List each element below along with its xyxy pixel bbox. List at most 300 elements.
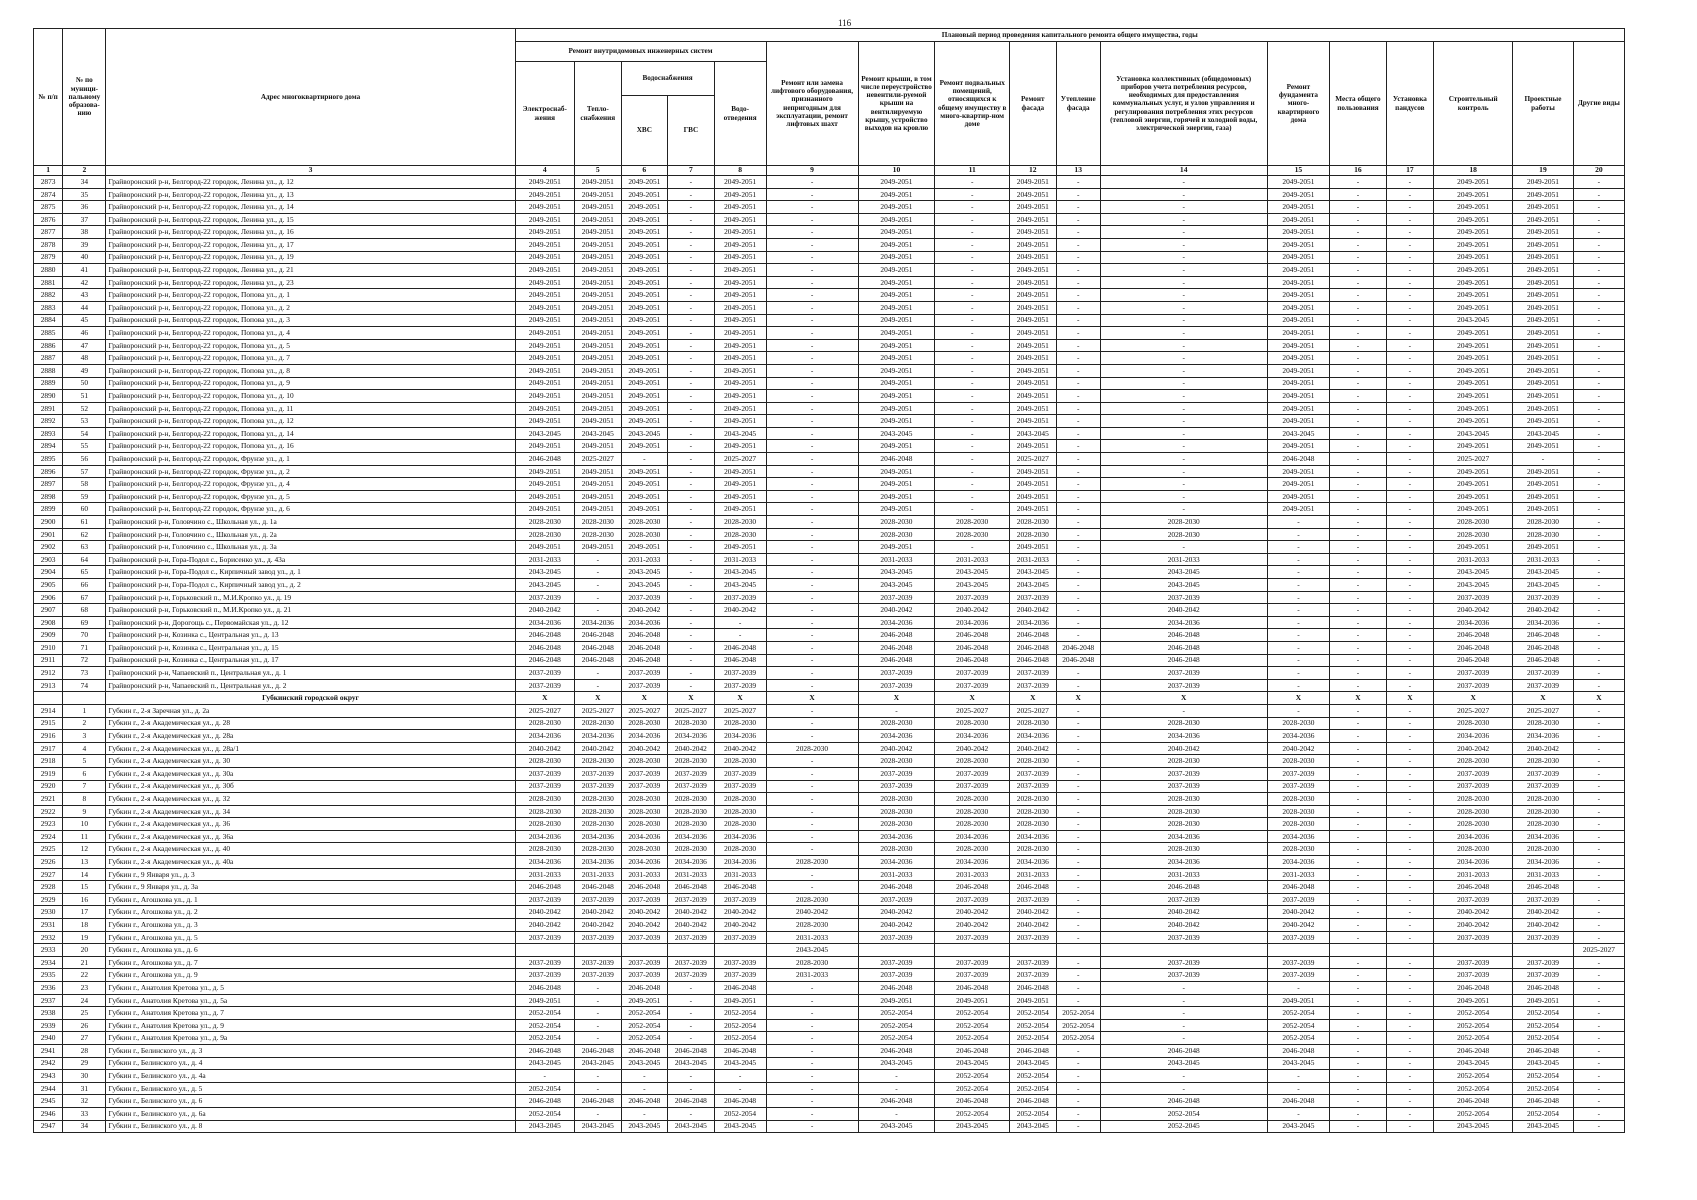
row-number-cell: 2902 — [34, 541, 63, 554]
period-cell: - — [1330, 566, 1386, 579]
period-cell: 2046-2048 — [1100, 881, 1267, 894]
period-cell: 2049-2051 — [858, 289, 935, 302]
period-cell: - — [1056, 616, 1100, 629]
period-cell: 2049-2051 — [515, 314, 575, 327]
table-row — [34, 1019, 1625, 1032]
period-cell: 2031-2033 — [1434, 553, 1513, 566]
period-cell: - — [766, 490, 858, 503]
period-cell: 2049-2051 — [1267, 503, 1330, 516]
period-cell: - — [1056, 868, 1100, 881]
address-cell: Грайворонский р-н, Белгород-22 городок, Фрунзе ул., д. 1 — [106, 453, 515, 466]
period-cell: 2037-2039 — [621, 679, 668, 692]
period-cell: - — [766, 881, 858, 894]
period-cell: - — [1386, 1095, 1434, 1108]
period-cell: - — [1056, 956, 1100, 969]
period-cell: 2049-2051 — [621, 301, 668, 314]
period-cell: 2052-2054 — [621, 1007, 668, 1020]
municipal-number-cell: 31 — [63, 1082, 106, 1095]
period-cell: - — [668, 604, 715, 617]
row-number-cell: 2919 — [34, 767, 63, 780]
period-cell: 2028-2030 — [575, 793, 622, 806]
period-cell: 2040-2042 — [1010, 742, 1057, 755]
period-cell: - — [1056, 1082, 1100, 1095]
period-cell: 2049-2051 — [1434, 213, 1513, 226]
municipal-number-cell: 26 — [63, 1019, 106, 1032]
period-cell: 2037-2039 — [858, 931, 935, 944]
period-cell: 2049-2051 — [1267, 465, 1330, 478]
period-cell: - — [668, 427, 715, 440]
period-cell: - — [1330, 327, 1386, 340]
period-cell: 2028-2030 — [766, 742, 858, 755]
period-cell: 2034-2036 — [1267, 730, 1330, 743]
period-cell: 2046-2048 — [668, 1044, 715, 1057]
address-cell: Грайворонский р-н, Белгород-22 городок, Попова ул., д. 2 — [106, 301, 515, 314]
period-cell: 2040-2042 — [1010, 919, 1057, 932]
municipal-number-cell: 39 — [63, 238, 106, 251]
period-cell: - — [575, 566, 622, 579]
period-cell: 2034-2036 — [1010, 856, 1057, 869]
table-row — [34, 566, 1625, 579]
period-cell: - — [766, 440, 858, 453]
address-cell: Грайворонский р-н, Белгород-22 городок, Попова ул., д. 4 — [106, 327, 515, 340]
period-cell: 2049-2051 — [1267, 276, 1330, 289]
period-cell: - — [1267, 1107, 1330, 1120]
address-cell: Грайворонский р-н, Белгород-22 городок, Ленина ул., д. 19 — [106, 251, 515, 264]
period-cell: 2052-2054 — [621, 1019, 668, 1032]
period-cell: 2043-2045 — [1434, 1120, 1513, 1133]
period-cell: 2037-2039 — [1010, 667, 1057, 680]
period-cell: 2034-2036 — [621, 730, 668, 743]
period-cell: - — [1330, 213, 1386, 226]
period-cell: 2049-2051 — [575, 377, 622, 390]
period-cell: 2049-2051 — [1513, 314, 1574, 327]
period-cell: - — [766, 1057, 858, 1070]
period-cell: - — [668, 1082, 715, 1095]
period-cell: 2040-2042 — [1267, 906, 1330, 919]
period-cell: - — [1100, 377, 1267, 390]
period-cell: 2037-2039 — [1100, 591, 1267, 604]
period-cell: 2037-2039 — [714, 931, 766, 944]
period-cell: - — [714, 616, 766, 629]
period-cell: 2040-2042 — [575, 906, 622, 919]
row-number-cell: 2892 — [34, 415, 63, 428]
period-cell: 2049-2051 — [1010, 327, 1057, 340]
period-cell: - — [1330, 843, 1386, 856]
period-cell: 2037-2039 — [858, 969, 935, 982]
period-cell: - — [766, 503, 858, 516]
period-cell: - — [1056, 856, 1100, 869]
period-cell: - — [1330, 1019, 1386, 1032]
period-cell: 2037-2039 — [1513, 667, 1574, 680]
column-number: 5 — [575, 166, 622, 176]
period-cell: 2028-2030 — [1010, 528, 1057, 541]
period-cell: - — [1100, 402, 1267, 415]
period-cell: 2043-2045 — [621, 579, 668, 592]
period-cell: - — [1386, 390, 1434, 403]
period-cell: - — [1386, 289, 1434, 302]
period-cell: 2028-2030 — [1513, 805, 1574, 818]
period-cell: - — [1573, 717, 1624, 730]
period-cell: 2052-2054 — [1010, 1107, 1057, 1120]
period-cell: 2034-2036 — [935, 730, 1010, 743]
column-number: 14 — [1100, 166, 1267, 176]
period-cell: - — [621, 1107, 668, 1120]
period-cell: 2046-2048 — [515, 1095, 575, 1108]
period-cell: 2037-2039 — [935, 780, 1010, 793]
period-cell: 2034-2036 — [714, 856, 766, 869]
municipal-number-cell: 13 — [63, 856, 106, 869]
address-cell: Губкин г., Белинского ул., д. 5 — [106, 1082, 515, 1095]
municipal-number-cell: 19 — [63, 931, 106, 944]
table-row — [34, 503, 1625, 516]
period-cell: - — [1267, 516, 1330, 529]
period-cell: - — [1386, 780, 1434, 793]
period-cell: 2046-2048 — [858, 654, 935, 667]
address-cell: Губкин г., 9 Января ул., д. 3а — [106, 881, 515, 894]
period-cell: 2034-2036 — [1267, 830, 1330, 843]
period-cell: - — [1100, 339, 1267, 352]
period-cell: 2046-2048 — [1100, 1044, 1267, 1057]
period-cell: - — [766, 352, 858, 365]
period-cell: - — [1330, 289, 1386, 302]
period-cell: 2046-2048 — [1513, 1095, 1574, 1108]
period-cell: - — [1100, 415, 1267, 428]
address-cell: Грайворонский р-н, Белгород-22 городок, Попова ул., д. 9 — [106, 377, 515, 390]
period-cell: - — [1330, 982, 1386, 995]
period-cell: 2028-2030 — [935, 805, 1010, 818]
period-cell: 2046-2048 — [621, 982, 668, 995]
period-cell: 2025-2027 — [515, 704, 575, 717]
period-cell: - — [1330, 830, 1386, 843]
period-cell: 2049-2051 — [575, 541, 622, 554]
table-row — [34, 654, 1625, 667]
period-cell: 2037-2039 — [1010, 780, 1057, 793]
municipal-number-cell: 46 — [63, 327, 106, 340]
period-cell: 2049-2051 — [1434, 402, 1513, 415]
period-cell: - — [1573, 301, 1624, 314]
period-cell: 2034-2036 — [1434, 856, 1513, 869]
municipal-number-cell: 6 — [63, 767, 106, 780]
period-cell: - — [1573, 931, 1624, 944]
period-cell: - — [1330, 717, 1386, 730]
municipal-number-cell: 66 — [63, 579, 106, 592]
period-cell: 2043-2045 — [935, 1120, 1010, 1133]
period-cell: 2049-2051 — [858, 490, 935, 503]
period-cell: 2049-2051 — [575, 364, 622, 377]
period-cell: 2037-2039 — [1267, 767, 1330, 780]
period-cell: 2049-2051 — [621, 377, 668, 390]
period-cell: 2025-2027 — [1010, 453, 1057, 466]
period-cell: 2043-2045 — [515, 1057, 575, 1070]
period-cell: 2034-2036 — [1010, 830, 1057, 843]
address-cell: Грайворонский р-н, Козинка с., Центральная ул., д. 13 — [106, 629, 515, 642]
table-row — [34, 742, 1625, 755]
period-cell: 2049-2051 — [1267, 364, 1330, 377]
period-cell: 2049-2051 — [1434, 226, 1513, 239]
period-cell: - — [1100, 503, 1267, 516]
table-row — [34, 301, 1625, 314]
period-cell: 2046-2048 — [1100, 641, 1267, 654]
period-cell: - — [766, 226, 858, 239]
period-cell: - — [1330, 856, 1386, 869]
period-cell: 2049-2051 — [1434, 440, 1513, 453]
period-cell: - — [766, 377, 858, 390]
period-cell: 2034-2036 — [1100, 730, 1267, 743]
period-cell: - — [668, 478, 715, 491]
municipal-number-cell: 2 — [63, 717, 106, 730]
row-number-cell: 2886 — [34, 339, 63, 352]
period-cell: 2037-2039 — [621, 767, 668, 780]
address-cell: Грайворонский р-н, Белгород-22 городок, Фрунзе ул., д. 2 — [106, 465, 515, 478]
period-cell: 2046-2048 — [1267, 881, 1330, 894]
table-row — [34, 188, 1625, 201]
address-cell: Губкин г., 2-я Академическая ул., д. 28 — [106, 717, 515, 730]
table-row — [34, 868, 1625, 881]
municipal-number-cell: 71 — [63, 641, 106, 654]
period-cell: - — [1056, 188, 1100, 201]
period-cell: 2049-2051 — [1513, 490, 1574, 503]
period-cell: - — [1100, 994, 1267, 1007]
address-cell: Губкин г., Анатолия Кретова ул., д. 9а — [106, 1032, 515, 1045]
table-row — [34, 528, 1625, 541]
period-cell: - — [668, 654, 715, 667]
address-cell: Грайворонский р-н, Белгород-22 городок, Ленина ул., д. 14 — [106, 201, 515, 214]
period-cell: - — [1386, 982, 1434, 995]
period-cell: - — [1330, 1007, 1386, 1020]
period-cell: 2040-2042 — [1100, 742, 1267, 755]
period-cell: - — [575, 1082, 622, 1095]
period-cell: 2049-2051 — [515, 327, 575, 340]
municipal-number-cell: 22 — [63, 969, 106, 982]
period-cell: - — [1573, 805, 1624, 818]
period-cell: - — [1100, 465, 1267, 478]
period-cell: 2028-2030 — [1100, 843, 1267, 856]
period-cell: 2043-2045 — [935, 1057, 1010, 1070]
period-cell: 2046-2048 — [714, 654, 766, 667]
period-cell: 2046-2048 — [668, 881, 715, 894]
period-cell: 2046-2048 — [575, 641, 622, 654]
period-cell: - — [714, 1070, 766, 1083]
row-number-cell: 2905 — [34, 579, 63, 592]
period-cell: - — [1386, 1070, 1434, 1083]
period-cell: 2043-2045 — [858, 427, 935, 440]
period-cell: 2049-2051 — [714, 201, 766, 214]
period-cell: 2052-2054 — [515, 1032, 575, 1045]
row-number-cell: 2926 — [34, 856, 63, 869]
table-row — [34, 238, 1625, 251]
column-number: 9 — [766, 166, 858, 176]
period-cell: - — [1056, 516, 1100, 529]
period-cell: 2052-2054 — [1513, 1070, 1574, 1083]
period-cell: - — [1100, 982, 1267, 995]
period-cell: 2037-2039 — [935, 931, 1010, 944]
period-cell: 2028-2030 — [935, 843, 1010, 856]
period-cell: - — [766, 465, 858, 478]
period-cell: 2052-2054 — [621, 1032, 668, 1045]
period-cell: - — [766, 767, 858, 780]
period-cell: - — [1330, 1082, 1386, 1095]
column-number: 18 — [1434, 166, 1513, 176]
table-row — [34, 856, 1625, 869]
period-cell: 2046-2048 — [1434, 1044, 1513, 1057]
period-cell: 2049-2051 — [575, 402, 622, 415]
row-number-cell: 2881 — [34, 276, 63, 289]
address-cell: Грайворонский р-н, Горьковский п., М.И.Кропко ул., д. 21 — [106, 604, 515, 617]
column-number: 3 — [106, 166, 515, 176]
period-cell: 2040-2042 — [1434, 906, 1513, 919]
period-cell: 2031-2033 — [1010, 553, 1057, 566]
municipal-number-cell: 51 — [63, 390, 106, 403]
period-cell: - — [766, 238, 858, 251]
period-cell: - — [1330, 667, 1386, 680]
period-cell: 2040-2042 — [515, 919, 575, 932]
section-title: Губкинский городской округ — [106, 692, 515, 705]
period-cell: - — [668, 264, 715, 277]
period-cell: - — [935, 465, 1010, 478]
period-cell: - — [1056, 906, 1100, 919]
period-cell: 2037-2039 — [714, 969, 766, 982]
period-cell: - — [1056, 339, 1100, 352]
period-cell: - — [1267, 604, 1330, 617]
period-cell: - — [1386, 906, 1434, 919]
municipal-number-cell: 60 — [63, 503, 106, 516]
address-cell: Грайворонский р-н, Белгород-22 городок, Попова ул., д. 10 — [106, 390, 515, 403]
period-cell: - — [1386, 704, 1434, 717]
period-cell: - — [1330, 402, 1386, 415]
period-cell: 2037-2039 — [621, 780, 668, 793]
period-cell: 2049-2051 — [575, 176, 622, 189]
table-row — [34, 264, 1625, 277]
period-cell: 2040-2042 — [935, 906, 1010, 919]
period-cell: - — [1573, 906, 1624, 919]
period-cell: 2046-2048 — [621, 1044, 668, 1057]
period-cell: 2043-2045 — [1513, 1120, 1574, 1133]
period-cell: 2043-2045 — [714, 579, 766, 592]
period-cell: - — [1100, 213, 1267, 226]
period-cell: 2049-2051 — [714, 440, 766, 453]
period-cell: 2046-2048 — [1100, 629, 1267, 642]
period-cell: 2037-2039 — [668, 956, 715, 969]
period-cell: 2037-2039 — [1434, 767, 1513, 780]
period-cell: - — [1330, 1032, 1386, 1045]
period-cell: 2034-2036 — [1010, 730, 1057, 743]
period-cell: 2049-2051 — [515, 415, 575, 428]
address-cell: Губкин г., 2-я Академическая ул., д. 40а — [106, 856, 515, 869]
period-cell: - — [1386, 881, 1434, 894]
period-cell: 2043-2045 — [714, 566, 766, 579]
period-cell: 2028-2030 — [668, 818, 715, 831]
period-cell: 2049-2051 — [1434, 364, 1513, 377]
period-cell: - — [1100, 704, 1267, 717]
period-cell: 2028-2030 — [515, 843, 575, 856]
period-cell: 2028-2030 — [621, 516, 668, 529]
period-cell: - — [1056, 830, 1100, 843]
address-cell: Губкин г., Агошкова ул., д. 5 — [106, 931, 515, 944]
period-cell: 2028-2030 — [714, 805, 766, 818]
address-cell: Грайворонский р-н, Белгород-22 городок, Ленина ул., д. 13 — [106, 188, 515, 201]
row-number-cell: 2914 — [34, 704, 63, 717]
period-cell: - — [1573, 352, 1624, 365]
municipal-number-cell: 23 — [63, 982, 106, 995]
municipal-number-cell: 50 — [63, 377, 106, 390]
period-cell: - — [1386, 339, 1434, 352]
period-cell: 2052-2054 — [935, 1082, 1010, 1095]
row-number-cell: 2936 — [34, 982, 63, 995]
period-cell: 2037-2039 — [1010, 956, 1057, 969]
period-cell: - — [766, 390, 858, 403]
section-mark-cell: X — [935, 692, 1010, 705]
period-cell: 2049-2051 — [621, 490, 668, 503]
row-number-cell: 2912 — [34, 667, 63, 680]
period-cell: 2052-2054 — [1267, 1032, 1330, 1045]
period-cell: 2049-2051 — [1010, 226, 1057, 239]
period-cell: 2046-2048 — [935, 1044, 1010, 1057]
period-cell: 2049-2051 — [1267, 176, 1330, 189]
period-cell — [621, 944, 668, 957]
period-cell: 2037-2039 — [1100, 780, 1267, 793]
period-cell: 2049-2051 — [1267, 301, 1330, 314]
address-cell: Грайворонский р-н, Гора-Подол с., Кирпичный завод ул., д. 1 — [106, 566, 515, 579]
table-row — [34, 289, 1625, 302]
period-cell: 2037-2039 — [621, 893, 668, 906]
period-cell: 2037-2039 — [1267, 931, 1330, 944]
period-cell: - — [1386, 629, 1434, 642]
period-cell: - — [668, 616, 715, 629]
period-cell: 2037-2039 — [668, 969, 715, 982]
period-cell: 2049-2051 — [1513, 541, 1574, 554]
section-mark-cell: X — [1434, 692, 1513, 705]
period-cell: 2049-2051 — [621, 188, 668, 201]
period-cell: 2037-2039 — [515, 591, 575, 604]
period-cell: 2049-2051 — [1434, 994, 1513, 1007]
period-cell: - — [935, 402, 1010, 415]
period-cell: - — [1386, 893, 1434, 906]
table-row — [34, 667, 1625, 680]
municipal-number-cell: 8 — [63, 793, 106, 806]
period-cell — [1330, 944, 1386, 957]
period-cell: - — [668, 251, 715, 264]
period-cell: 2040-2042 — [858, 919, 935, 932]
address-cell: Грайворонский р-н, Белгород-22 городок, Ленина ул., д. 17 — [106, 238, 515, 251]
municipal-number-cell: 62 — [63, 528, 106, 541]
municipal-number-cell: 28 — [63, 1044, 106, 1057]
period-cell: - — [766, 188, 858, 201]
period-cell: - — [766, 553, 858, 566]
period-cell: - — [1267, 654, 1330, 667]
municipal-number-cell: 63 — [63, 541, 106, 554]
period-cell: - — [1573, 704, 1624, 717]
period-cell: 2037-2039 — [1513, 591, 1574, 604]
period-cell: 2049-2051 — [575, 440, 622, 453]
period-cell: 2052-2054 — [714, 1019, 766, 1032]
period-cell: 2028-2030 — [1100, 516, 1267, 529]
period-cell: - — [1267, 629, 1330, 642]
period-cell: - — [1100, 276, 1267, 289]
period-cell: 2025-2027 — [714, 704, 766, 717]
period-cell: - — [1386, 742, 1434, 755]
row-number-cell: 2935 — [34, 969, 63, 982]
table-row — [34, 1032, 1625, 1045]
period-cell: 2049-2051 — [575, 390, 622, 403]
period-cell: - — [668, 377, 715, 390]
period-cell: - — [1573, 453, 1624, 466]
period-cell: 2049-2051 — [858, 402, 935, 415]
period-cell: - — [1100, 1032, 1267, 1045]
row-number-cell: 2894 — [34, 440, 63, 453]
period-cell: - — [575, 667, 622, 680]
address-cell: Грайворонский р-н, Чапаевский п., Центральная ул., д. 2 — [106, 679, 515, 692]
row-number-cell: 2931 — [34, 919, 63, 932]
